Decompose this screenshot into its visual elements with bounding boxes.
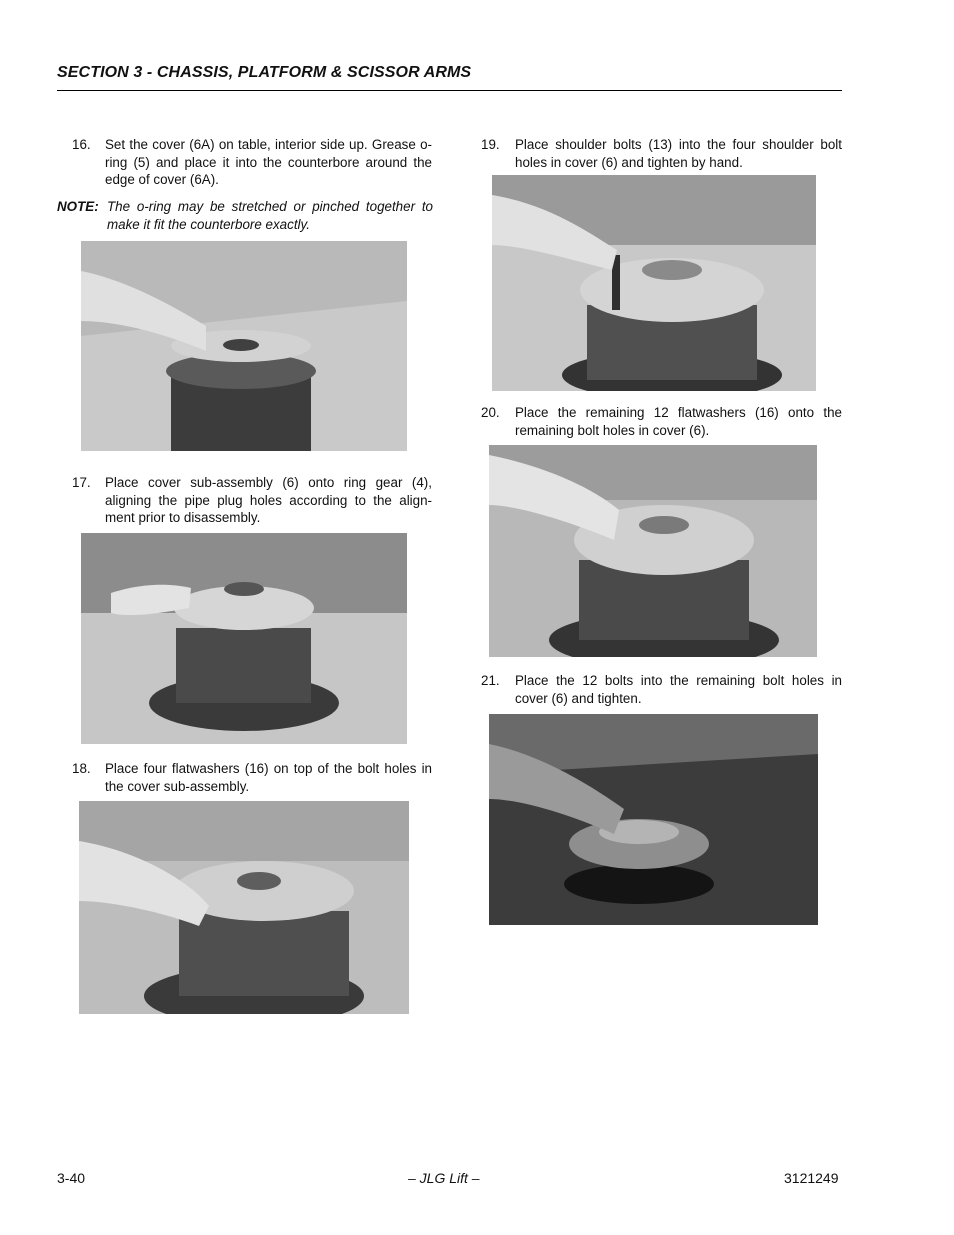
step-number: 17. <box>72 475 91 490</box>
step-text: Place shoulder bolts (13) into the four shoulder bolt holes in cover (6) and tighten by hand. <box>515 137 842 170</box>
footer-brand: – JLG Lift – <box>408 1170 480 1186</box>
step-text: Place the 12 bolts into the remaining bolt holes in cover (6) and tighten. <box>515 673 842 706</box>
footer-page-number: 3-40 <box>57 1170 86 1186</box>
step-number: 20. <box>481 405 500 420</box>
step-16 <box>72 136 432 190</box>
photo-step-21 <box>489 714 818 925</box>
photo-step-20 <box>489 445 817 657</box>
step-17 <box>72 474 432 528</box>
note-label: NOTE: <box>57 199 99 214</box>
step-text: Place cover sub-assembly (6) onto ring gear (4), aligning the pipe plug holes according to the align-ment prior to disassembly. <box>105 475 432 525</box>
note-text: The o-ring may be stretched or pinched together to make it fit the counterbore exactly. <box>107 199 433 232</box>
step-21 <box>481 672 842 708</box>
photo-step-17 <box>81 533 407 744</box>
step-text: Set the cover (6A) on table, interior side up. Grease o-ring (5) and place it into the counterbore around the edge of cover (6A). <box>105 137 432 187</box>
step-19 <box>481 136 842 172</box>
photo-step-16 <box>81 241 407 451</box>
step-number: 21. <box>481 673 500 688</box>
step-number: 18. <box>72 761 91 776</box>
step-text: Place the remaining 12 flatwashers (16) onto the remaining bolt holes in cover (6). <box>515 405 842 438</box>
footer-doc-number: 3121249 <box>784 1170 839 1186</box>
section-header <box>57 64 842 91</box>
step-20 <box>481 404 842 440</box>
section-title: SECTION 3 - CHASSIS, PLATFORM & SCISSOR ARMS <box>57 64 472 81</box>
step-18 <box>72 760 432 796</box>
step-text: Place four flatwashers (16) on top of the bolt holes in the cover sub-assembly. <box>105 761 432 794</box>
step-number: 16. <box>72 137 91 152</box>
note <box>57 198 433 236</box>
step-number: 19. <box>481 137 500 152</box>
photo-step-19 <box>492 175 816 391</box>
photo-step-18 <box>79 801 409 1014</box>
